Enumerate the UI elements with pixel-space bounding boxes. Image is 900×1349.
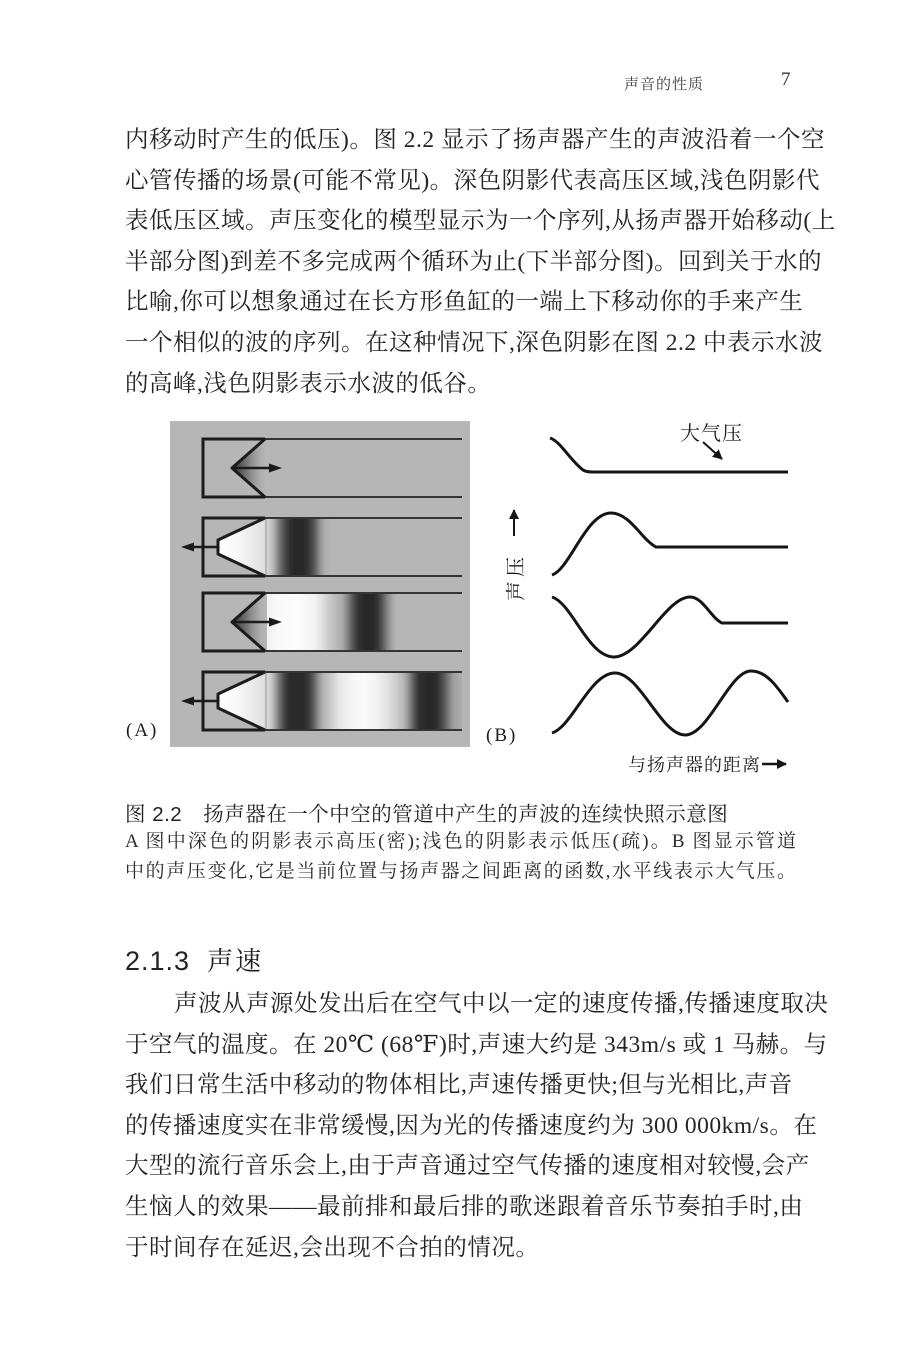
header-title: 声音的性质 [624, 76, 705, 93]
pressure-axis-label: 声压 [505, 553, 528, 601]
pressure-curve-3 [552, 597, 788, 657]
atmospheric-pressure-label: 大气压 [680, 423, 743, 445]
text-line: 半部分图)到差不多完成两个循环为止(下半部分图)。回到关于水的 [125, 248, 822, 275]
text-line: 生恼人的效果——最前排和最后排的歌迷跟着音乐节奏拍手时,由 [125, 1193, 804, 1220]
text-line: 一个相似的波的序列。在这种情况下,深色阴影在图 2.2 中表示水波 [125, 329, 823, 356]
panel-b-label: (B) [486, 725, 518, 746]
section-title: 声速 [207, 946, 264, 976]
text-line: 大型的流行音乐会上,由于声音通过空气传播的速度相对较慢,会产 [125, 1153, 810, 1180]
text-line: 我们日常生活中移动的物体相比,声速传播更快;但与光相比,声音 [125, 1072, 793, 1099]
page-number: 7 [781, 69, 791, 90]
caption-line: 中的声压变化,它是当前位置与扬声器之间距离的函数,水平线表示大气压。 [125, 860, 797, 882]
figure-caption-title: 图 2.2 扬声器在一个中空的管道中产生的声波的连续快照示意图 [125, 803, 729, 826]
distance-axis-label: 与扬声器的距离 [628, 755, 761, 775]
section-number: 2.1.3 [125, 946, 191, 976]
text-line: 的传播速度实在非常缓慢,因为光的传播速度约为 300 000km/s。在 [125, 1112, 818, 1139]
speaker-tube-diagram [170, 421, 470, 747]
pressure-curve-4 [552, 671, 788, 735]
text-line: 于空气的温度。在 20℃ (68℉)时,声速大约是 343m/s 或 1 马赫。与 [125, 1031, 828, 1058]
caption-line: A 图中深色的阴影表示高压(密);浅色的阴影表示低压(疏)。B 图显示管道 [125, 831, 797, 852]
paragraph-1 [125, 120, 836, 404]
text-line: 声波从声源处发出后在空气中以一定的速度传播,传播速度取决 [174, 991, 829, 1017]
panel-a-label: (A) [126, 720, 159, 741]
text-line: 内移动时产生的低压)。图 2.2 显示了扬声器产生的声波沿着一个空 [125, 127, 825, 153]
pressure-curve-2 [552, 513, 788, 575]
section-heading [125, 941, 263, 978]
text-line: 表低压区域。声压变化的模型显示为一个序列,从扬声器开始移动(上 [125, 208, 836, 235]
pressure-curve-1 [550, 438, 788, 472]
text-line: 的高峰,浅色阴影表示水波的低谷。 [125, 370, 492, 397]
paragraph-2 [125, 984, 829, 1268]
figure-caption-body [125, 827, 797, 886]
text-line: 比喻,你可以想象通过在长方形鱼缸的一端上下移动你的手来产生 [125, 289, 804, 316]
text-line: 于时间存在延迟,会出现不合拍的情况。 [125, 1234, 540, 1261]
text-line: 心管传播的场景(可能不常见)。深色阴影代表高压区域,浅色阴影代 [125, 167, 821, 194]
